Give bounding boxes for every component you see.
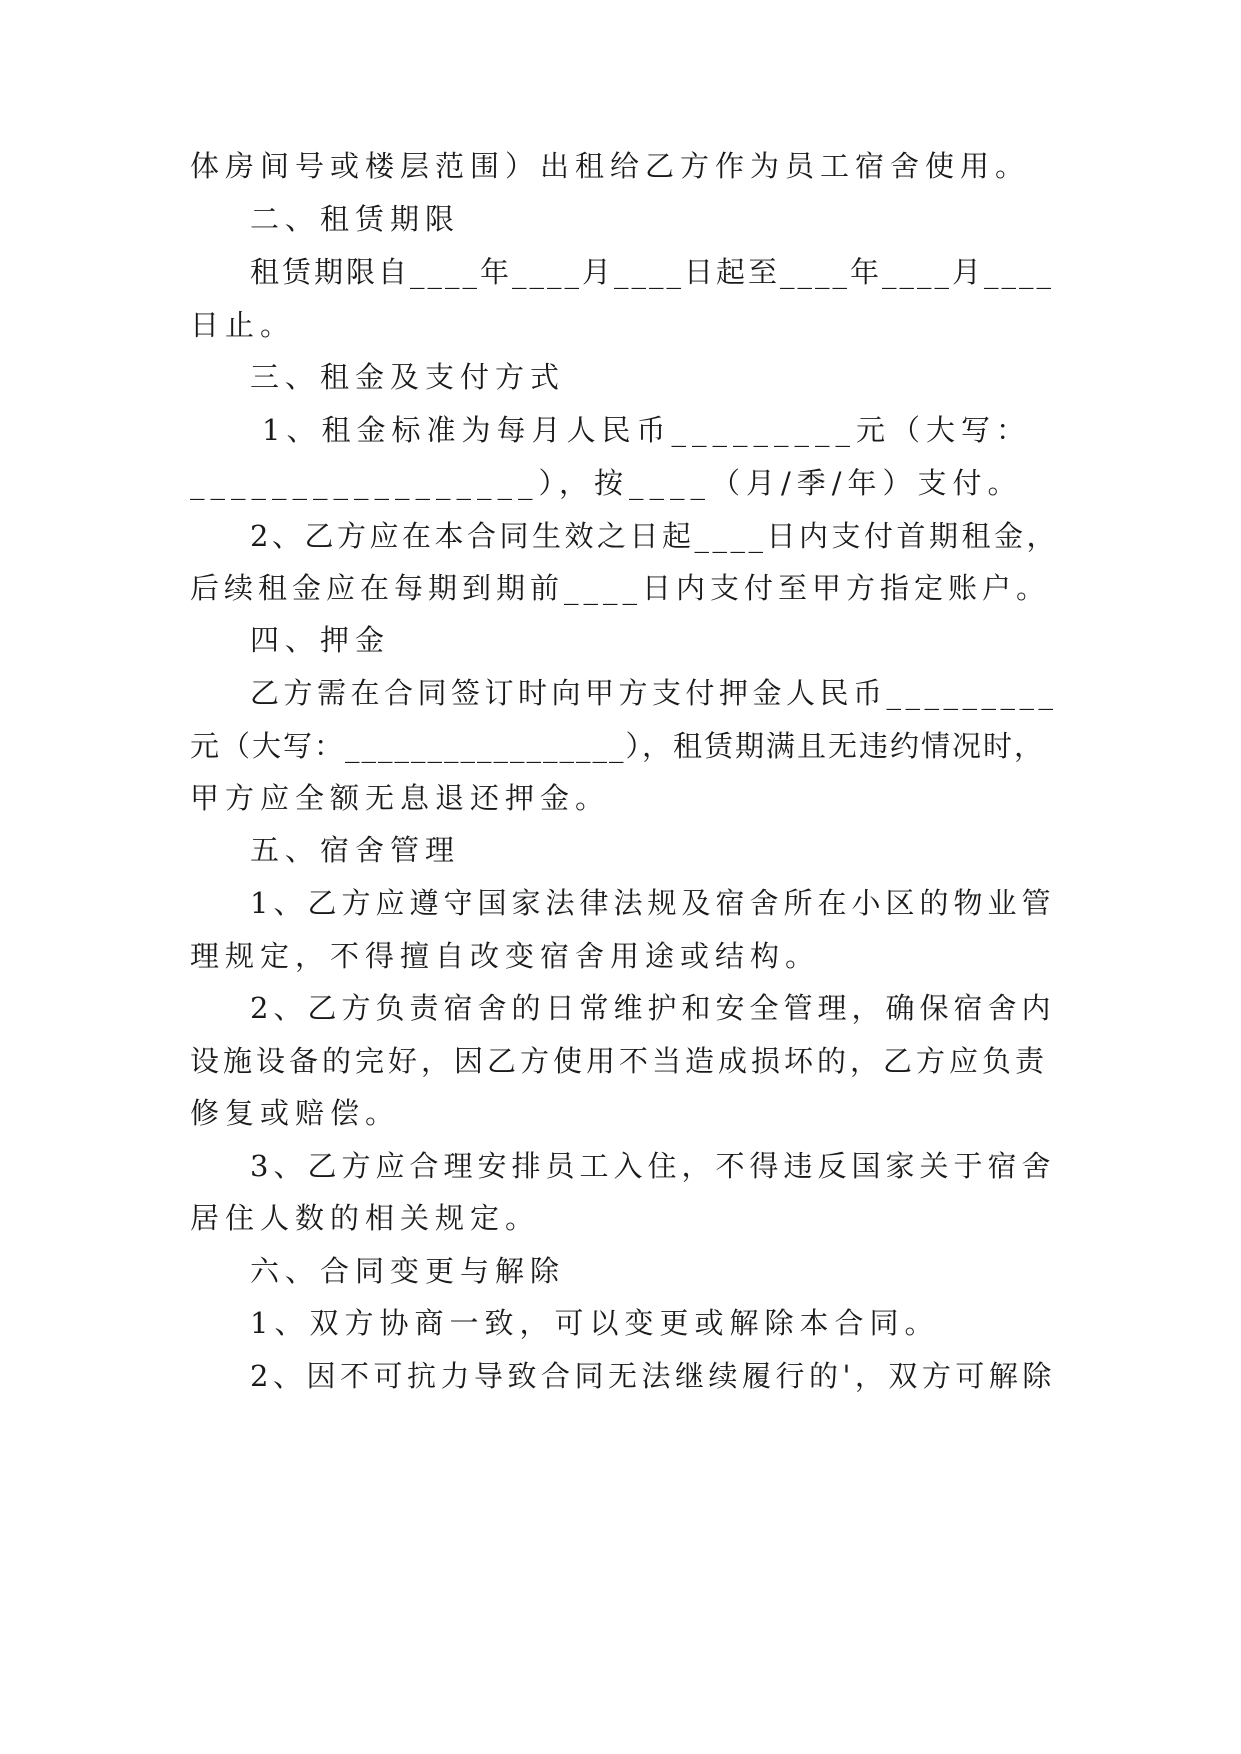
text-line: 理规定，不得擅自改变宿舍用途或结构。: [190, 939, 821, 973]
text-line: 2、乙方负责宿舍的日常维护和安全管理，确保宿舍内: [250, 991, 1056, 1025]
text-line: 3、乙方应合理安排员工入住，不得违反国家关于宿舍: [250, 1149, 1056, 1183]
section-heading: 六、合同变更与解除: [250, 1254, 566, 1288]
section-heading: 五、宿舍管理: [250, 833, 461, 867]
text-line: 2、因不可抗力导致合同无法继续履行的'，双方可解除: [250, 1359, 1056, 1393]
text-line: 后续租金应在每期到期前____日内支付至甲方指定账户。: [190, 571, 1051, 605]
section-heading: 三、租金及支付方式: [250, 360, 566, 394]
text-line: 设施设备的完好，因乙方使用不当造成损坏的，乙方应负责: [190, 1044, 1049, 1078]
text-line: 1、双方协商一致，可以变更或解除本合同。: [250, 1306, 940, 1340]
text-line: 居住人数的相关规定。: [190, 1201, 541, 1235]
text-line: 体房间号或楼层范围）出租给乙方作为员工宿舍使用。: [190, 149, 1031, 183]
text-line: 1、乙方应遵守国家法律法规及宿舍所在小区的物业管: [250, 886, 1056, 920]
section-heading: 四、押金: [250, 623, 391, 657]
text-line: 甲方应全额无息退还押金。: [190, 781, 611, 815]
text-line: _________________），按____（月/季/年）支付。: [190, 466, 1023, 500]
text-line: 租赁期限自____年____月____日起至____年____月____: [250, 255, 1055, 289]
text-line: 2、乙方应在本合同生效之日起____日内支付首期租金，: [250, 519, 1059, 553]
section-heading: 二、租赁期限: [250, 202, 461, 236]
text-line: 1、租金标准为每月人民币_________元（大写：: [262, 413, 1031, 447]
text-line: 日止。: [190, 308, 296, 342]
text-line: 修复或赔偿。: [190, 1096, 401, 1130]
text-line: 乙方需在合同签订时向甲方支付押金人民币_________: [250, 676, 1058, 710]
text-line: 元（大写：_________________），租赁期满且无违约情况时，: [190, 729, 1046, 763]
